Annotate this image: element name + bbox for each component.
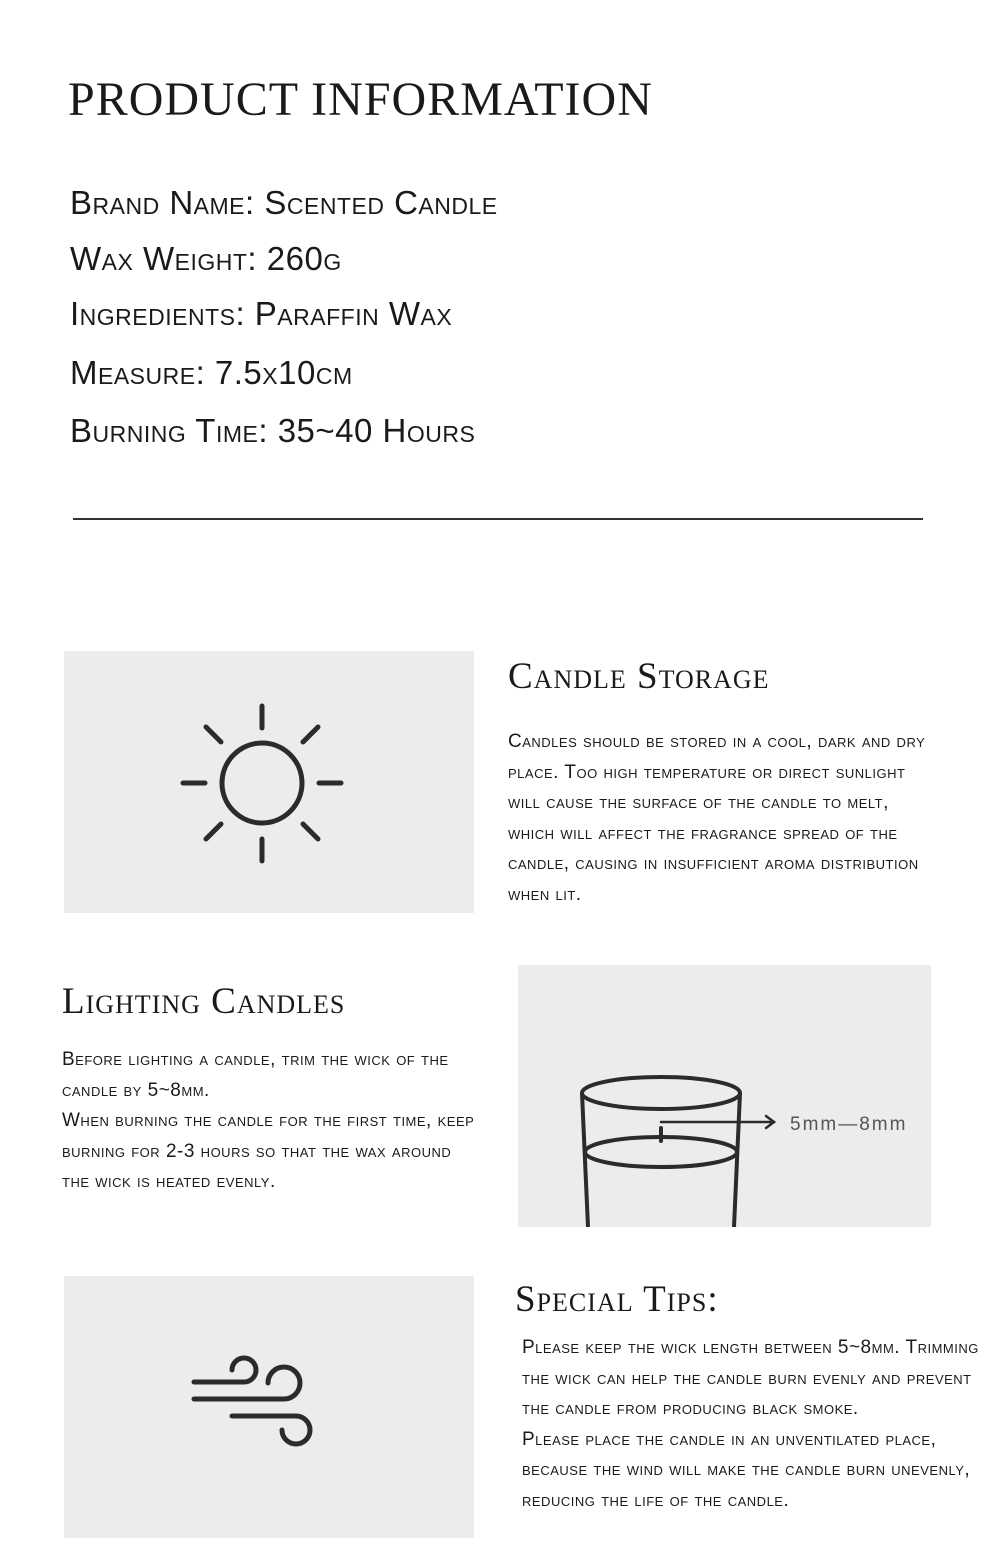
storage-title: Candle Storage (508, 656, 770, 697)
lighting-paragraph: When burning the candle for the first time, keep burning for 2-3 hours so that the wax around the wick is heated evenly. (62, 1110, 475, 1192)
tips-illustration-panel (64, 1276, 474, 1538)
spec-ingredients: Ingredients: Paraffin Wax (70, 295, 453, 332)
section-divider (73, 518, 923, 520)
tips-title: Special Tips: (515, 1279, 719, 1320)
spec-brand-name: Brand Name: Scented Candle (70, 184, 498, 221)
lighting-illustration-panel (518, 965, 931, 1227)
tips-paragraph: Please place the candle in an unventilated place, because the wind will make the candle burn unevenly, reducing the life of the candle. (522, 1428, 971, 1511)
spec-wax-weight: Wax Weight: 260g (70, 240, 342, 277)
lighting-paragraph: Before lighting a candle, trim the wick of the candle by 5~8mm. (62, 1049, 449, 1101)
wick-length-label: 5mm—8mm (790, 1114, 908, 1135)
spec-measure: Measure: 7.5x10cm (70, 354, 353, 391)
spec-burning-time: Burning Time: 35~40 Hours (70, 412, 476, 449)
wind-icon (64, 1276, 474, 1538)
tips-body (522, 1333, 982, 1516)
lighting-body (62, 1045, 477, 1198)
sun-icon (64, 651, 474, 913)
tips-paragraph: Please keep the wick length between 5~8mm. Trimming the wick can help the candle burn evenly and prevent the candle from producing black smoke. (522, 1337, 979, 1419)
candle-wick-diagram (518, 965, 931, 1227)
lighting-title: Lighting Candles (62, 981, 346, 1022)
storage-illustration-panel (64, 651, 474, 913)
page-title: PRODUCT INFORMATION (68, 73, 653, 126)
storage-body: Candles should be stored in a cool, dark and dry place. Too high temperature or direct sunlight will cause the surface of the candle to melt, which will affect the fragrance spread of the candle, causing in insufficient aroma distribution when lit. (508, 731, 926, 905)
